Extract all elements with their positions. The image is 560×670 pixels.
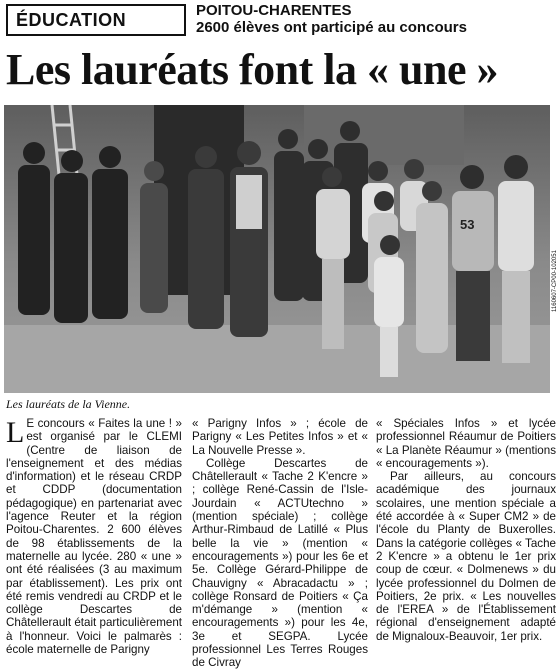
- group-photo: [4, 105, 550, 393]
- photo-caption: Les lauréats de la Vienne.: [6, 397, 131, 411]
- article-column-1: [6, 417, 182, 661]
- column-2-paragraph-2: Collège Descartes de Châtellerault « Tache 2 K'encre » ; collège René-Cassin de l'Isle-Jourdain « ACTUtechno » (mention spéciale) ; collège Arthur-Rimbaud de Latillé « Plus belle la vie » (mention « encouragements ») pour les 6e et 5e. Collège Gérard-Philippe de Chauvigny « Abracadactu » ; collège Ronsard de Poitiers « Ça m'démange » (mention « encouragements ») pour les 4e, 3e et SEGPA. Lycée professionnel Les Terres Rouges de Civray: [192, 456, 368, 670]
- section-rubric: ÉDUCATION: [6, 4, 186, 36]
- drop-cap: L: [6, 416, 25, 449]
- shirt-number: 53: [460, 217, 475, 232]
- article-column-2: [192, 417, 368, 670]
- subheadline: 2600 élèves ont participé au concours: [196, 19, 467, 36]
- headline: Les lauréats font la « une »: [6, 45, 498, 94]
- region-label: POITOU-CHARENTES: [196, 2, 352, 19]
- photo-credit: 1160607-CP00-102051: [552, 250, 558, 312]
- article-column-3: [376, 417, 556, 661]
- column-2-paragraph-1: « Parigny Infos » ; école de Parigny « Les Petites Infos » et « La Nouvelle Presse ».: [192, 417, 368, 457]
- column-1-paragraph: E concours « Faites la une ! » est organisé par le CLEMI (Centre de liaison de l'enseignement et des médias d'information) et le réseau CRDP et CDDP (documentation pédagogique) en partenariat avec l'agence Reuter et la région Poitou-Charentes. 2 600 élèves de 98 établissements de la maternelle au lycée. 280 « une » ont été réalisées (3 au maximum par établissement). Les prix ont été remis vendredi au CRDP et le collège Descartes de Châtellerault était particulièrement à l'honneur. Voici le palmarès : école maternelle de Parigny: [6, 417, 182, 657]
- column-3-paragraph-1: « Spéciales Infos » et lycée professionnel Réaumur de Poitiers « La Planète Réaumur » (mentions « encouragements »).: [376, 417, 556, 470]
- column-3-paragraph-2: Par ailleurs, au concours académique des journaux scolaires, une mention spéciale a été accordée à « Super CM2 » de l'école du Planty de Buxerolles. Dans la catégorie collèges « Tache 2 K'encre » a obtenu le 1er prix coup de cœur. « Dolmenews » du lycée professionnel du Dolmen de Poitiers, 2e prix. « Les nouvelles de l'EREA » de l'Établissement régional d'enseignement adapté de Mignaloux-Beauvoir, 1er prix.: [376, 470, 556, 643]
